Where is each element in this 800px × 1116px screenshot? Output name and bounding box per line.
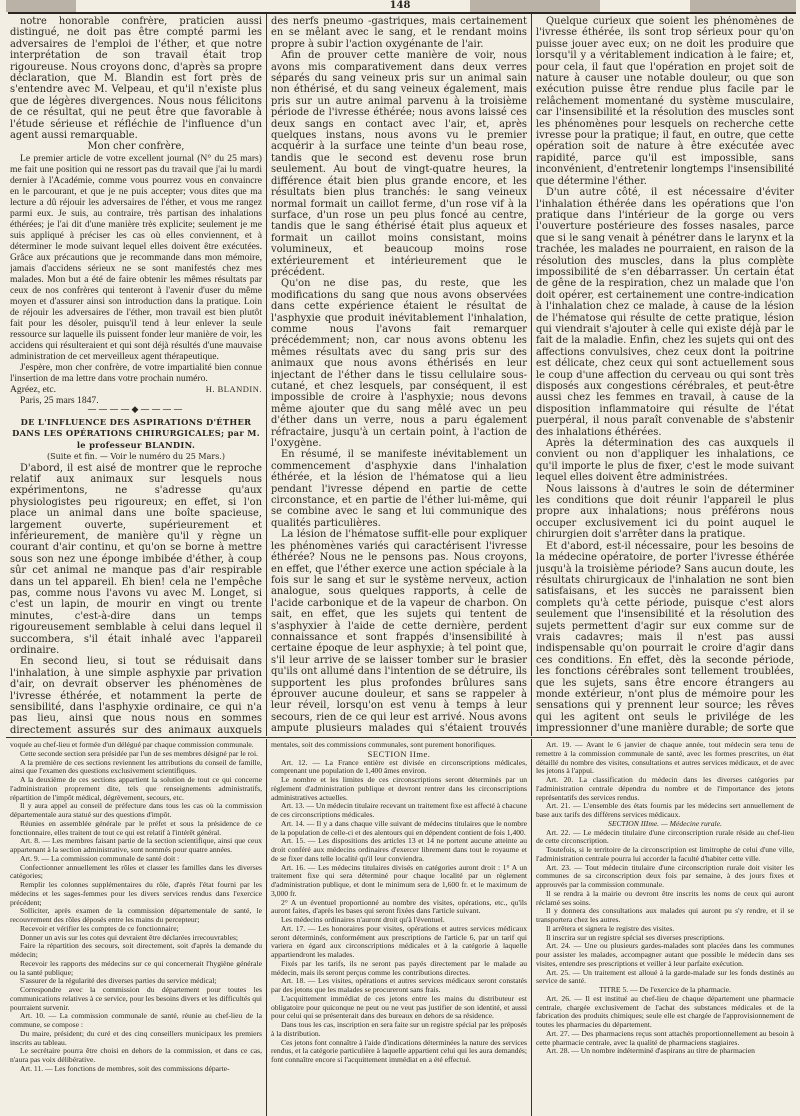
body-paragraph: Art. 18. — Les visites, opérations et autres services médicaux seront constatés par des jetons que les malades se procureront sans frais. [271, 976, 527, 994]
body-paragraph: Art. 12. — La France entière est divisée en circonscriptions médicales, comprenant une population de 1,400 âmes environ. [271, 757, 527, 776]
upper-column-2 [271, 16, 527, 734]
body-paragraph: Remplir les colonnes supplémentaires du rôle, d'après l'état fourni par les médecins et les sages-femmes pour les divers services rendus dans l'exercice précédent; [10, 880, 262, 907]
body-paragraph: Ces jetons font connaître à l'aide d'indications déterminées la nature des services rendus, et la catégorie particulière à laquelle appartient celui qui les aura demandés; font connaître encore si l'acquittement immédiat en a été effectué. [271, 1037, 527, 1064]
body-paragraph: S'assurer de la régularité des diverses parties du service médical; [20, 976, 217, 986]
body-paragraph: Fixés par les tarifs, ils ne seront pas payés directement par le malade au médecin, mais ils seront perçus comme les contributions directes. [271, 958, 527, 977]
body-paragraph: Art. 17. — Les honoraires pour visites, opérations et autres services médicaux seront déterminés, conformément aux prescriptions de l'article 6, par un tarif qui variera en égard aux circonscriptions médicales et à la catégorie à laquelle appartiendront les malades. [271, 923, 527, 959]
body-paragraph: 2° A un éventuel proportionné au nombre des visites, opérations, etc., qu'ils auront faites, d'après les bases qui seront fixées dans l'article suivant. [271, 897, 527, 916]
body-paragraph: Cette seconde section sera présidée par l'un de ses membres désigné par le roi. [20, 748, 258, 758]
column-divider [266, 14, 267, 736]
body-paragraph: Il arrêtera et signera le registre des visites. [546, 923, 675, 933]
body-paragraph: Les médecins ordinaires n'auront droit qu'à l'éventuel. [281, 915, 445, 924]
body-paragraph: Correspondre avec la commission du département pour toutes les communications relatives à ce service, pour les besoins divers et les difficultés qui pourraient survenir. [10, 985, 262, 1012]
page-number: 148 [389, 0, 411, 11]
body-paragraph: Art. 23. — Tout médecin titulaire d'une circonscription rurale doit visiter les communes de sa circonscription deux fois par semaine, à des jours fixes et approuvés par la commission communale. [536, 862, 794, 889]
body-paragraph: Art. 10. — La commission communale de santé, réunie au chef-lieu de la commune, se compose : [10, 1011, 262, 1029]
body-paragraph: D'abord, il est aisé de montrer que le reproche relatif aux animaux sur lesquels nous expérimentons, ne s'adresse qu'aux physiologistes peu rigoureux; en effet, si l'on place un animal dans une boîte spacieuse, largement ouverte, supérieurement et inférieurement, de manière qu'il y règne un courant d'air continu, et qu'on se borne à mettre sous son nez une éponge imbibée d'éther, à coup sûr cet animal ne manque pas d'air respirable dans un tel appareil. Eh bien! cela ne l'empêche pas, comme nous l'avons vu avec M. Longet, si c'est un lapin, de mourir en vingt ou trente minutes, c'est-à-dire dans un temps rigoureusement semblable à celui dans lequel il succombera, s'il était inhalé avec l'appareil ordinaire. [10, 462, 262, 656]
body-paragraph: Art. 14. — Il y a dans chaque ville suivant de médecins titulaires que le nombre de la population de celle-ci et des alentours qui en dépendent contient de fois 1,400. [271, 818, 527, 837]
body-paragraph: Art. 28. — Un nombre indéterminé d'aspirans au titre de pharmacien [546, 1046, 755, 1056]
column-divider [531, 739, 532, 1116]
body-paragraph: Art. 19. — Avant le 6 janvier de chaque année, tout médecin sera tenu de remettre à la commission communale de santé, avec les formes prescrites, un état détaillé du nombre des visites, consultations et autres services médicaux, et de avec les jetons à l'appui. [536, 741, 794, 776]
body-paragraph: voquée au chef-lieu et formée d'un délégué par chaque commission communale. [10, 741, 254, 749]
body-paragraph: Art. 25. — Un traitement est alloué à la garde-malade sur les fonds destinés au service de santé. [536, 967, 794, 986]
body-paragraph: Art. 24. — Une ou plusieurs gardes-malades sont placées dans les communes pour assister les malades, accompagner autant que possible le médecin dans ses visites, entendre ses prescriptions et veiller à leur parfaite exécution. [536, 941, 794, 968]
body-paragraph: Recevoir et vérifier les comptes de ce fonctionnaire; [20, 923, 179, 933]
body-paragraph: Le nombre et les limites de ces circonscriptions seront déterminés par un règlement d'administration publique et devront rentrer dans les circonscriptions administratives actuelles. [271, 775, 527, 802]
body-paragraph: Quelque curieux que soient les phénomènes de l'ivresse éthérée, ils sont trop sérieux pour qu'on puisse jouer avec eux; on ne doit les produire que lorsqu'il y a véritablement indication à le faire; et, pour cela, il faut que l'opération en projet soit de nature à causer une notable douleur, ou que son exécution puisse être rendue plus facile par le relâchement momentané du système musculaire, car l'insensibilité et la résolution des muscles sont les phénomènes pour lesquels on recherche cette ivresse pour la pratique; il faut, en outre, que cette opération soit de nature à être exécutée avec rapidité, parce qu'il est impossible, sans inconvénient, d'entretenir longtemps l'insensibilité que détermine l'éther. [536, 16, 794, 187]
body-paragraph: Toutefois, si le territoire de la circonscription est limitrophe de celui d'une ville, l'administration centrale pourra lui accorder la faculté d'habiter cette ville. [536, 845, 794, 863]
body-paragraph: Art. 20. La classification du médecin dans les diverses catégories par l'administration centrale dépendra du nombre et de l'importance des jetons représentatifs des services rendus. [536, 775, 794, 802]
body-paragraph: Il inscrira sur un registre spécial ses diverses prescriptions. [546, 932, 725, 942]
body-paragraph: Art. 16. — Les médecins titulaires divisés en catégories auront droit : 1° A un traitement fixe qui sera déterminé pour chaque localité par un règlement d'administration publique, et dont le minimum sera de 1,600 fr. et le maximum de 3,000 fr. [271, 862, 527, 898]
lower-column-2 [271, 741, 527, 1114]
body-paragraph: Le secrétaire pourra être choisi en dehors de la commission, et dans ce cas, n'aura pas voix délibérative. [10, 1046, 262, 1064]
lower-column-3 [536, 741, 794, 1114]
sign-right: H. BLANDIN. [205, 383, 262, 394]
body-paragraph: Après la détermination des cas auxquels il convient ou non d'appliquer les inhalations, ce qu'il importe le plus de fixer, c'est le mode suivant lequel elles doivent être administrées. [536, 438, 794, 484]
upper-column-3 [536, 16, 794, 734]
sign-left: Agréez, etc. [10, 383, 57, 395]
body-paragraph: Qu'on ne dise pas, du reste, que les modifications du sang que nous avons observées dans cette expérience étaient le résultat de l'asphyxie que produit inévitablement l'inhalation, comme nous l'avons fait remarquer précédemment; non, car nous avons obtenu les mêmes résultats avec du sang pris sur des animaux que nous avons éthérisés en leur injectant de l'éther dans le tissu cellulaire sous-cutané, et chez lesquels, par conséquent, il est impossible de croire à l'asphyxie; nous devons même ajouter que du sang mêlé avec un peu d'éther dans un verre, nous a paru également réfractaire, jusqu'à un certain point, à l'action de l'oxygène. [271, 278, 527, 450]
body-paragraph: Réunies en assemblée générale par le préfet et sous la présidence de ce fonctionnaire, elles traitent de tout ce qui est relatif à l'intérêt général. [10, 818, 262, 837]
body-paragraph: Nous laissons à d'autres le soin de déterminer les conditions que doit réunir l'appareil le plus propre aux inhalations; nous préférons nous occuper exclusivement ici du point auquel le chirurgien doit s'arrêter dans la pratique. [536, 483, 794, 541]
body-paragraph: Art. 8. — Les membres faisant partie de la section scientifique, ainsi que ceux appartenant à la section administrative, sont nommés pour quatre années. [10, 836, 262, 854]
section-divider [6, 737, 796, 738]
body-paragraph: Dans tous les cas, inscription en sera faite sur un registre spécial par les préposés à la distribution. [271, 1020, 527, 1038]
letter-closing: J'espère, mon cher confrère, de votre impartialité bien connue l'insertion de ma lettre dans votre prochain numéro. [10, 361, 262, 384]
article-subheading: (Suite et fin. — Voir le numéro du 25 Mars.) [47, 452, 225, 462]
page-stain [690, 0, 796, 12]
body-paragraph: mentales, soit des commissions communales, sont purement honorifiques. [271, 741, 496, 749]
body-paragraph: Confectionner annuellement les rôles et classer les familles dans les diverses catégories; [10, 862, 262, 881]
page-stain [6, 0, 76, 12]
header-rule [8, 12, 796, 14]
letter-date: Paris, 25 mars 1847. [20, 394, 99, 406]
ornament-divider: ————◆———— [87, 404, 185, 415]
body-paragraph: Et d'abord, est-il nécessaire, pour les besoins de la médecine opératoire, de porter l'ivresse éthérée jusqu'à la troisième période? Sans aucun doute, les résultats chirurgicaux de l'inhalation ne sont bien satisfaisans, et les succès ne paraissent bien complets qu'à cette période, puisque c'est alors seulement que l'insensibilité et la résolution des sujets permettent d'agir sur eux comme sur de vrais cadavres; mais il n'est pas aussi indispensable qu'on pourrait le croire d'agir dans ces conditions. En effet, dès la seconde période, les fonctions cérébrales sont tellement troublées, que les sujets, sans être encore étrangers au monde extérieur, n'ont plus de mémoire pour les sensations qui y prennent leur source; les rêves qui les agitent ont seuls le privilége de les impressionner d'une manière durable; de sorte que [536, 540, 794, 734]
body-paragraph: Recevoir les rapports des médecins sur ce qui concernerait l'hygiène générale ou la santé publique; [10, 958, 262, 977]
body-paragraph: L'acquittement immédiat de ces jetons entre les mains du distributeur est obligatoire pour quiconque ne peut ou ne veut pas justifier de son identité, et aussi pour celui qui se présenterait dans des bureaux en dehors de sa résidence. [271, 993, 527, 1021]
body-paragraph: A la deuxième de ces sections appartient la solution de tout ce qui concerne l'administration proprement dite, tels que renseignements administratifs, répartition de l'impôt médical, dégrèvement, secours, etc. [10, 775, 262, 802]
body-paragraph: Il se rendra à la mairie ou devront être inscrits les noms de ceux qui auront réclamé ses soins. [536, 888, 794, 907]
body-paragraph: Art. 27. — Des pharmaciens reçus sont attachés proportionnellement au besoin à cette pharmacie centrale, avec la qualité de pharmaciens stagiaires. [536, 1028, 794, 1047]
body-paragraph: Donner un avis sur les cotes qui devraient être déclarées irrecouvrables; [20, 932, 239, 942]
body-paragraph: Art. 11. — Les fonctions de membres, soit des commissions départe- [20, 1063, 230, 1073]
page-stain [470, 0, 600, 12]
body-paragraph: Faire la répartition des secours, soit directement, soit d'après la demande du médecin; [10, 941, 262, 959]
body-paragraph: La lésion de l'hématose suffit-elle pour expliquer les phénomènes variés qui caractérisent l'ivresse éthérée? Nous ne le pensons pas. Nous croyons, en effet, que l'éther exerce une action spéciale à la fois sur le sang et sur le système nerveux, action analogue, sous quelques rapports, à celle de l'acide carbonique et de la vapeur de charbon. On sait, en effet, que les sujets qui tentent de s'asphyxier à l'aide de cette dernière, perdent connaissance et sont frappés d'insensibilité à certaine époque de leur asphyxie; à tel point que, s'il leur arrive de se laisser tomber sur le brasier qu'ils ont allumé dans l'intention de se détruire, ils supportent les plus profondes brûlures sans éprouver aucune douleur, et sans se rappeler à leur réveil, lorsqu'on est venu à temps à leur secours, rien de ce qui leur est arrivé. Nous avons ampute plusieurs malades qui s'étaient trouvés [271, 529, 527, 734]
body-paragraph: Afin de prouver cette manière de voir, nous avons mis comparativement dans deux verres séparés du sang veineux pris sur un animal sain non éthérisé, et du sang veineux également, mais pris sur un autre animal parvenu à la troisième période de l'ivresse éthérée; nous avons laissé ces deux sangs en contact avec l'air, et, après quelques instans, nous avons vu le premier acquérir à la surface une teinte d'un beau rose, tandis que le second est devenu rose brun seulement. Au bout de vingt-quatre heures, la différence était bien plus grande encore, et les résultats bien plus tranchés: le sang veineux normal formait un caillot ferme, d'un rose vif à la surface, d'un rose un peu plus foncé au centre, tandis que le sang éthérisé était plus aqueux et formait un caillot moins consistant, moins volumineux, et beaucoup moins rose extérieurement et intérieurement que le précédent. [271, 50, 527, 278]
body-paragraph: D'un autre côté, il est nécessaire d'éviter l'inhalation éthérée dans les opérations que l'on pratique dans l'intérieur de la gorge ou vers l'ouverture postérieure des fosses nasales, parce que si le sang venait à pénétrer dans le larynx et la trachée, les malades ne pourraient, en raison de la résolution des muscles, dans la plus complète impossibilité de s'en débarrasser. Un certain état de gêne de la respiration, chez un malade que l'on doit opérer, est certainement une contre-indication à l'inhalation chez ce malade, à cause de la lésion de l'hématose qui résulte de cette pratique, lésion qui viendrait s'ajouter à celle qui existe déjà par le fait de la maladie. Enfin, chez les sujets qui ont des affections convulsives, chez ceux dont la poitrine est délicate, chez ceux qui sont actuellement sous le coup d'une affection du cerveau ou qui sont très disposés aux congestions cérébrales, et peut-être aussi chez les femmes en travail, à cause de la disposition inflammatoire qui résulte de l'état puerpéral, il nous paraît convenable de s'abstenir des inhalations éthérées. [536, 187, 794, 438]
section-title: SECTION IIme. [367, 748, 431, 759]
title-heading: TITRE 5. — De l'exercice de la pharmacie. [599, 985, 731, 994]
column-divider [266, 739, 267, 1116]
body-paragraph: Du maire, président; du curé et des cinq conseillers municipaux les premiers inscrits au tableau. [10, 1028, 262, 1047]
upper-column-1 [10, 16, 262, 734]
body-paragraph: A la première de ces sections reviennent les attributions du conseil de famille, ainsi que l'examen des questions exclusivement scientifiques. [10, 757, 262, 776]
letter-body: Le premier article de votre excellent journal (N° du 25 mars) me fait une position qui ne ressort pas du travail que j'ai lu mardi dernier à l'Académie, comme vous pourrez vous en convaincre en le parcourant, et que je ne puis accepter; vous dites que ma lecture a dû réjouir les adversaires de l'éther, et vous me rangez parmi eux. Je suis, au contraire, très partisan des inhalations éthérées; je l'ai dit d'une manière très explicite; seulement je me suis appliqué à préciser les cas où elles conviennent, et à déterminer le mode suivant lequel elles doivent être exécutées. Grâce aux précautions que je recommande dans mon mémoire, jamais d'accidens sérieux ne se sont manifestés chez mes malades. Mon but a été de faire obtenir les mêmes résultats par ceux de nos confrères qui tenteront à l'avenir d'user du même moyen et d'assurer ainsi son introduction dans la pratique. Loin de réjouir les adversaires de l'éther, mon travail est bien plutôt fait pour les désoler, puisqu'il tend à leur enlever la seule ressource sur laquelle ils puissent fonder leur manière de voir, les accidens qui résulteraient et qui sont déjà résultés d'une mauvaise administration de cet merveilleux agent thérapeutique. [10, 152, 262, 362]
body-paragraph: Art. 21. — L'ensemble des états fournis par les médecins sert annuellement de base aux tarifs des différens services médicaux. [536, 801, 794, 819]
body-paragraph: Art. 15. — Les dispositions des articles 13 et 14 ne portent aucune atteinte au droit conféré aux médecins ordinaires d'exercer librement dans tout le royaume et de se fixer dans telle localité qu'il leur conviendra. [271, 836, 527, 863]
body-paragraph: Il y aura appel au conseil de préfecture dans tous les cas où la commission départementale aura statué sur des questions d'impôt. [10, 801, 262, 819]
body-paragraph: En second lieu, si tout se réduisait dans l'inhalation, à une simple asphyxie par privation d'air, on devrait observer les phénomènes de l'ivresse éthérée, et notamment la perte de sensibilité, dans l'asphyxie ordinaire, ce qui n'a pas lieu, ainsi que nous nous en sommes directement assurés sur des animaux auxquels [10, 656, 262, 734]
body-paragraph: Solliciter, après examen de la commission départementale de santé, le recouvrement des rôles déposés entre les mains du percepteur; [10, 906, 262, 924]
article-heading: DE L'INFLUENCE DES ASPIRATIONS D'ÉTHER DANS LES OPÉRATIONS CHIRURGICALES; par M. le professeur BLANDIN. [12, 416, 260, 450]
body-paragraph: En résumé, il se manifeste inévitablement un commencement d'asphyxie dans l'inhalation éthérée, et la lésion de l'hématose qui a lieu pendant l'ivresse dépend en partie de cette circonstance, et en partie de l'éther lui-même, qui se combine avec le sang et lui communique des qualités particulières. [271, 449, 527, 529]
body-paragraph: Art. 26. — Il est institué au chef-lieu de chaque département une pharmacie centrale, chargée exclusivement de l'achat des substances médicales et de la fabrication des produits chimiques; seule elle est chargée de l'approvisionnement de toutes les pharmacies du département. [536, 993, 794, 1029]
body-paragraph: Art. 9. — La commission communale de santé doit : [20, 853, 180, 863]
section-title: SECTION IIIme. — Médecine rurale. [608, 818, 722, 828]
body-paragraph: des nerfs pneumo -gastriques, mais certainement en se mêlant avec le sang, et le rendant moins propre à subir l'action oxygénante de l'air. [271, 16, 527, 50]
intro-paragraph: notre honorable confrère, praticien aussi distingué, ne doit pas être compté parmi les adversaires de l'emploi de l'éther, et que notre interprétation de son travail était trop rigoureuse. Nous croyons donc, d'après sa propre déclaration, que M. Blandin est fort près de s'entendre avec M. Velpeau, et qu'il n'existe plus que de légères divergences. Nous nous félicitons de ce résultat, qui ne peut être que favorable à l'étude sérieuse et réfléchie de l'influence d'un agent aussi remarquable. [10, 16, 262, 142]
body-paragraph: Art. 22. — Le médecin titulaire d'une circonscription rurale réside au chef-lieu de cette circonscription. [536, 827, 794, 846]
body-paragraph: Il y donnera des consultations aux malades qui auront pu s'y rendre, et il se transportera chez les autres. [536, 906, 794, 924]
body-paragraph: Art. 13. — Un médecin titulaire recevant un traitement fixe est affecté à chacune de ces circonscriptions médicales. [271, 801, 527, 819]
signature-line [10, 384, 262, 395]
column-divider [531, 14, 532, 736]
lower-column-1 [10, 741, 262, 1114]
salutation: Mon cher confrère, [87, 141, 185, 153]
